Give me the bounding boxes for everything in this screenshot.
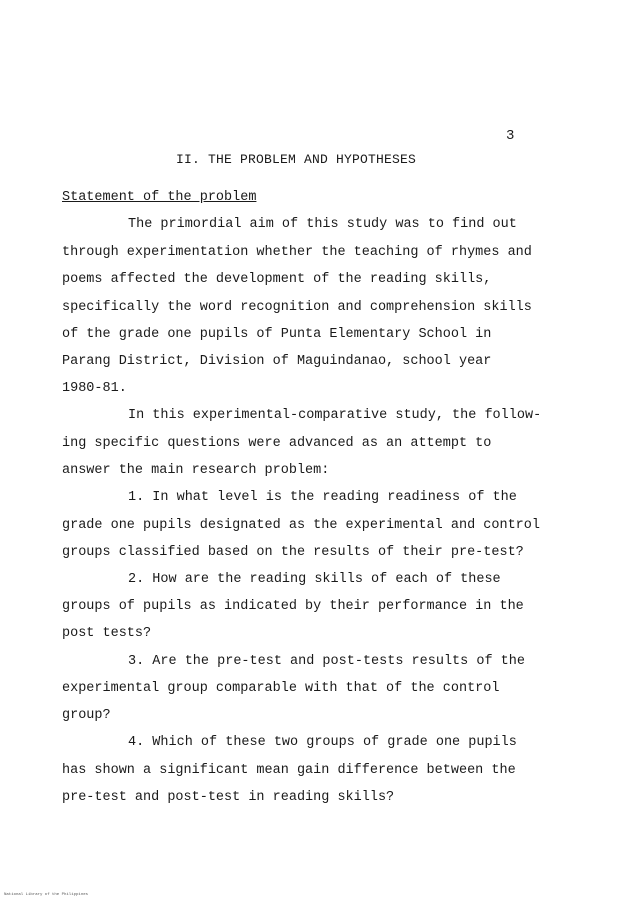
body-line: poems affected the development of the reading skills, <box>62 272 492 287</box>
page-number: 3 <box>506 128 515 144</box>
body-line: group? <box>62 708 111 723</box>
list-item-2: 2. How are the reading skills of each of these <box>128 572 501 587</box>
body-line: post tests? <box>62 626 152 641</box>
body-line: The primordial aim of this study was to find out <box>128 217 517 232</box>
body-line: 1980-81. <box>62 381 127 396</box>
list-item-1: 1. In what level is the reading readiness of the <box>128 490 517 505</box>
body-line: groups classified based on the results of their pre-test? <box>62 545 524 560</box>
body-line: has shown a significant mean gain difference between the <box>62 763 516 778</box>
section-heading: Statement of the problem <box>62 190 257 205</box>
body-line: grade one pupils designated as the experimental and control <box>62 518 540 533</box>
body-line: specifically the word recognition and comprehension skills <box>62 300 532 315</box>
body-line: ing specific questions were advanced as an attempt to <box>62 436 492 451</box>
body-line: of the grade one pupils of Punta Elementary School in <box>62 327 492 342</box>
body-line: Parang District, Division of Maguindanao, school year <box>62 354 492 369</box>
body-line: answer the main research problem: <box>62 463 330 478</box>
list-item-3: 3. Are the pre-test and post-tests results of the <box>128 654 525 669</box>
body-line: pre-test and post-test in reading skills? <box>62 790 395 805</box>
body-line: experimental group comparable with that of the control <box>62 681 500 696</box>
body-line: groups of pupils as indicated by their performance in the <box>62 599 524 614</box>
list-item-4: 4. Which of these two groups of grade one pupils <box>128 735 517 750</box>
footer-watermark: National Library of the Philippines <box>4 893 89 897</box>
body-line: In this experimental-comparative study, the follow- <box>128 408 542 423</box>
chapter-title: II. THE PROBLEM AND HYPOTHESES <box>176 152 417 167</box>
body-line: through experimentation whether the teaching of rhymes and <box>62 245 532 260</box>
